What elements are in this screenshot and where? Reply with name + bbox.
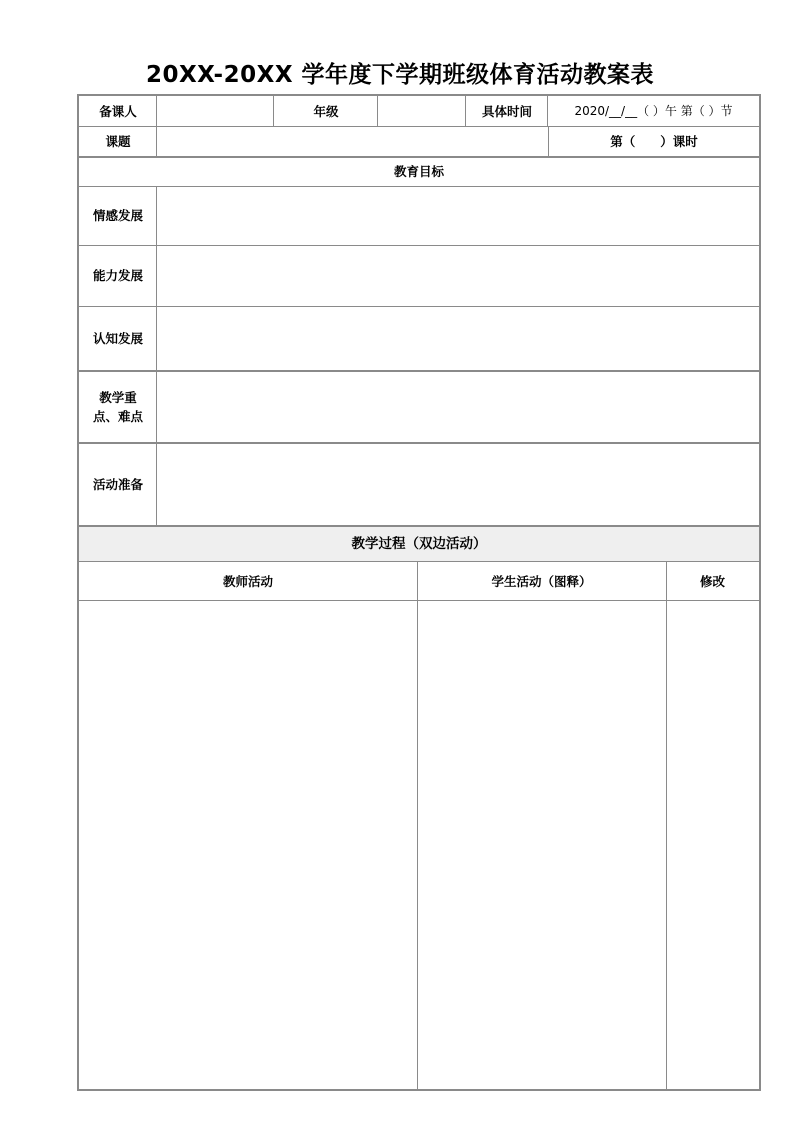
lesson-plan-table (77, 94, 761, 1091)
column-divider (377, 96, 378, 126)
time-label: 具体时间 (481, 103, 532, 119)
time-value[interactable]: 2020/__/__（ ）午 第（ ）节 (574, 103, 733, 118)
column-divider (465, 96, 466, 126)
column-divider (548, 126, 549, 156)
topic-label: 课题 (105, 133, 131, 149)
key-points-label-line2: 点、难点 (92, 409, 143, 424)
revision-header: 修改 (699, 573, 725, 589)
teacher-value[interactable] (157, 96, 274, 126)
column-divider (156, 96, 157, 156)
objectives-section-title: 教育目标 (393, 164, 444, 179)
teacher-label: 备课人 (99, 103, 137, 119)
key-points-label-line1: 教学重 (99, 390, 137, 405)
page-title: 20XX-20XX 学年度下学期班级体育活动教案表 (145, 62, 655, 88)
topic-value[interactable] (157, 126, 549, 156)
preparation-label: 活动准备 (92, 477, 143, 492)
key-points-value[interactable] (157, 372, 759, 442)
column-divider (156, 186, 157, 525)
objective-value-cognition[interactable] (157, 306, 759, 370)
revision-area[interactable] (666, 601, 759, 1089)
objective-value-emotion[interactable] (157, 186, 759, 245)
lesson-number-label[interactable]: 第（ ）课时 (610, 133, 698, 149)
key-points-label (79, 372, 157, 442)
objective-label-ability: 能力发展 (92, 268, 143, 283)
column-divider (666, 562, 667, 1089)
teacher-activity-area[interactable] (79, 601, 417, 1089)
student-activity-header: 学生活动（图释） (491, 573, 592, 589)
grade-value[interactable] (378, 96, 466, 126)
objective-label-emotion: 情感发展 (92, 208, 143, 223)
column-divider (547, 96, 548, 126)
process-section-title: 教学过程（双边活动） (351, 535, 487, 552)
teacher-activity-header: 教师活动 (222, 573, 273, 589)
objective-value-ability[interactable] (157, 245, 759, 306)
student-activity-area[interactable] (417, 601, 666, 1089)
column-divider (417, 562, 418, 1089)
objective-label-cognition: 认知发展 (92, 330, 143, 346)
grade-label: 年级 (313, 103, 339, 119)
column-divider (273, 96, 274, 126)
preparation-value[interactable] (157, 444, 759, 525)
